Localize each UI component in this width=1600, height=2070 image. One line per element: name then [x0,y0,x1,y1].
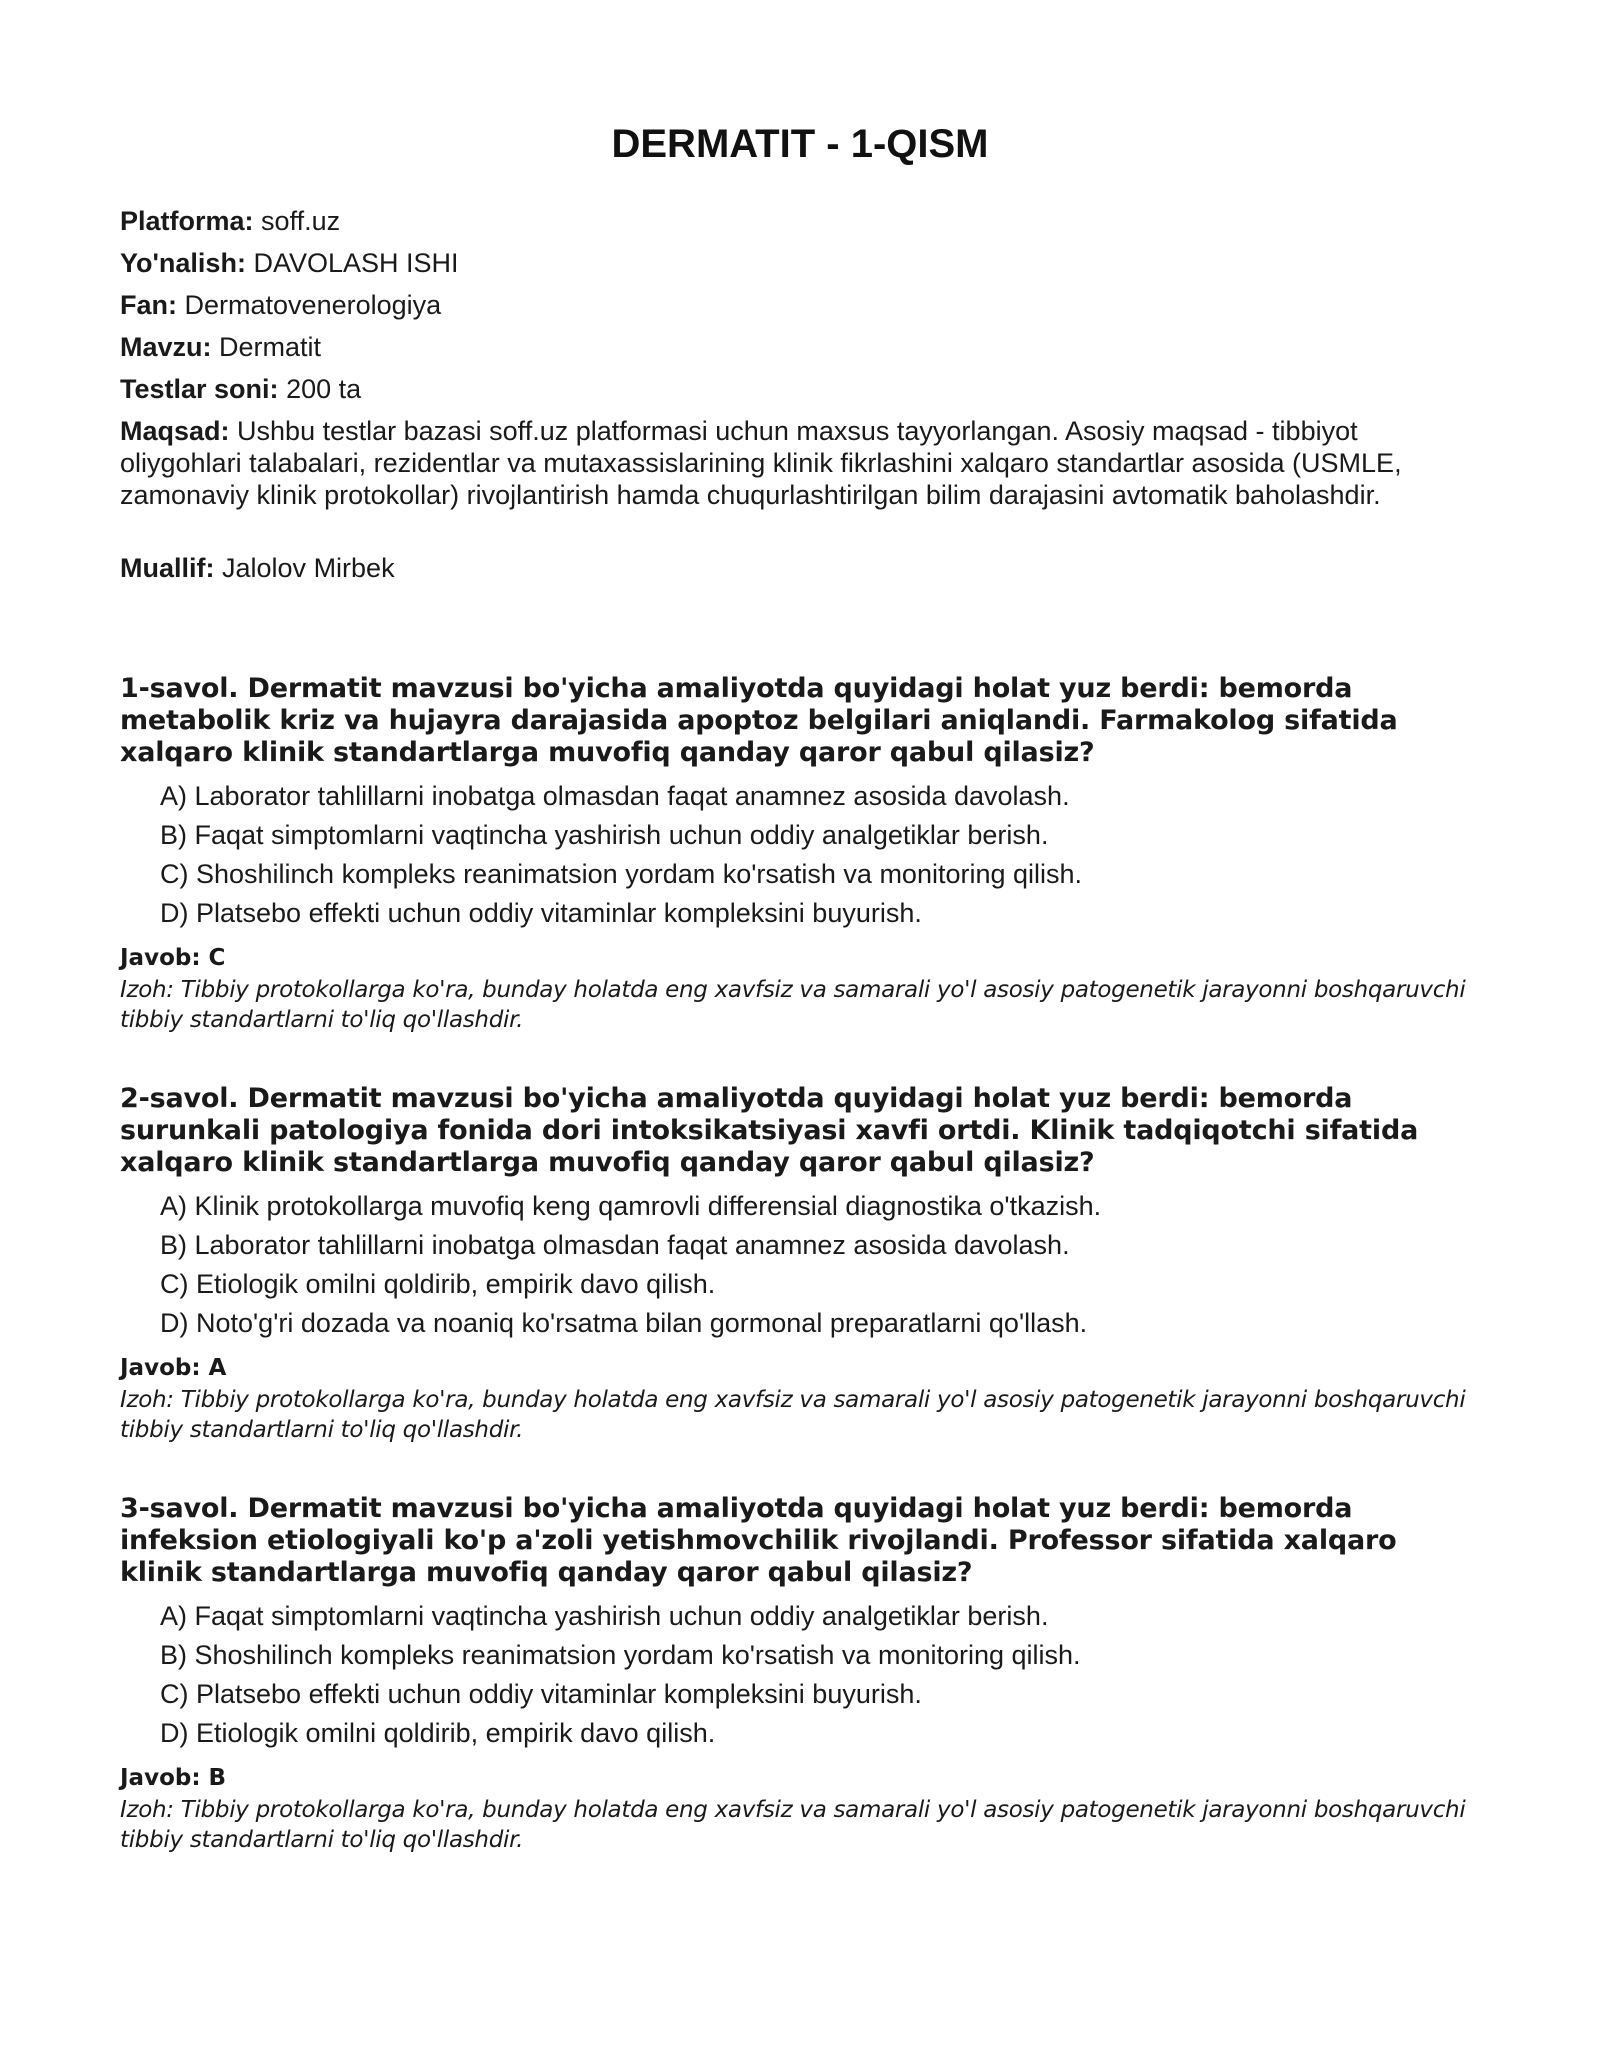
meta-value: Jalolov Mirbek [222,553,395,583]
meta-value: DAVOLASH ISHI [253,248,459,278]
question-text: 3-savol. Dermatit mavzusi bo'yicha amaliyotda quyidagi holat yuz berdi: bemorda infeksion etiologiyali ko'p a'zoli yetishmovchilik rivojlandi. Professor sifatida xalqaro klinik standartlarga muvofiq qanday qaror qabul qilasiz? [120,1493,1397,1588]
document-title: DERMATIT - 1-QISM [611,122,989,166]
answer-label: Javob: A [120,1355,227,1381]
meta-subject [120,289,1480,321]
option-b: B) Shoshilinch kompleks reanimatsion yordam ko'rsatish va monitoring qilish. [160,1640,1081,1670]
option-c: C) Shoshilinch kompleks reanimatsion yordam ko'rsatish va monitoring qilish. [160,859,1083,889]
meta-label: Platforma: [120,206,254,236]
meta-label: Muallif: [120,553,215,583]
meta-value: Ushbu testlar bazasi soff.uz platformasi uchun maxsus tayyorlangan. Asosiy maqsad - tibbiyot oliygohlari talabalari, rezidentlar va mutaxassislarining klinik fikrlashini xalqaro standartlar asosida (USMLE, zamonaviy klinik protokollar) rivojlantirish hamda chuqurlashtirilgan bilim darajasini avtomatik baholashdir. [120,416,1402,510]
option-a: A) Laborator tahlillarni inobatga olmasdan faqat anamnez asosida davolash. [160,781,1070,811]
meta-label: Mavzu: [120,332,212,362]
meta-value: Dermatit [219,332,322,362]
question-block [120,1493,1480,1855]
meta-direction [120,247,1480,279]
options-list [120,1187,1480,1343]
meta-value: 200 ta [286,374,362,404]
option-a: A) Faqat simptomlarni vaqtincha yashirish uchun oddiy analgetiklar berish. [160,1601,1049,1631]
option-b: B) Laborator tahlillarni inobatga olmasdan faqat anamnez asosida davolash. [160,1230,1070,1260]
meta-label: Yo'nalish: [120,248,246,278]
meta-value: soff.uz [261,206,341,236]
question-text: 2-savol. Dermatit mavzusi bo'yicha amaliyotda quyidagi holat yuz berdi: bemorda surunkali patologiya fonida dori intoksikatsiyasi xavfi ortdi. Klinik tadqiqotchi sifatida xalqaro klinik standartlarga muvofiq qanday qaror qabul qilasiz? [120,1083,1419,1178]
option-d: D) Noto'g'ri dozada va noaniq ko'rsatma bilan gormonal preparatlarni qo'llash. [160,1308,1088,1338]
options-list [120,777,1480,933]
meta-count [120,373,1480,405]
explanation-note: Izoh: Tibbiy protokollarga ko'ra, bunday holatda eng xavfsiz va samarali yo'l asosiy patogenetik jarayonni boshqaruvchi tibbiy standartlarni to'liq qo'llashdir. [120,977,1466,1033]
explanation-note: Izoh: Tibbiy protokollarga ko'ra, bunday holatda eng xavfsiz va samarali yo'l asosiy patogenetik jarayonni boshqaruvchi tibbiy standartlarni to'liq qo'llashdir. [120,1387,1466,1443]
meta-topic [120,331,1480,363]
option-a: A) Klinik protokollarga muvofiq keng qamrovli differensial diagnostika o'tkazish. [160,1191,1102,1221]
meta-label: Maqsad: [120,416,230,446]
question-block [120,1083,1480,1445]
meta-platform [120,205,1480,237]
meta-author [120,552,1480,584]
options-list [120,1597,1480,1753]
meta-value: Dermatovenerologiya [184,290,442,320]
question-block [120,673,1480,1035]
option-c: C) Platsebo effekti uchun oddiy vitaminlar kompleksini buyurish. [160,1679,922,1709]
option-d: D) Platsebo effekti uchun oddiy vitaminlar kompleksini buyurish. [160,898,922,928]
question-text: 1-savol. Dermatit mavzusi bo'yicha amaliyotda quyidagi holat yuz berdi: bemorda metabolik kriz va hujayra darajasida apoptoz belgilari aniqlandi. Farmakolog sifatida xalqaro klinik standartlarga muvofiq qanday qaror qabul qilasiz? [120,673,1398,768]
meta-label: Fan: [120,290,177,320]
option-c: C) Etiologik omilni qoldirib, empirik davo qilish. [160,1269,716,1299]
meta-label: Testlar soni: [120,374,279,404]
meta-goal [120,415,1480,511]
answer-label: Javob: B [120,1765,227,1791]
option-d: D) Etiologik omilni qoldirib, empirik davo qilish. [160,1718,716,1748]
explanation-note: Izoh: Tibbiy protokollarga ko'ra, bunday holatda eng xavfsiz va samarali yo'l asosiy patogenetik jarayonni boshqaruvchi tibbiy standartlarni to'liq qo'llashdir. [120,1797,1466,1853]
option-b: B) Faqat simptomlarni vaqtincha yashirish uchun oddiy analgetiklar berish. [160,820,1049,850]
answer-label: Javob: C [120,945,226,971]
